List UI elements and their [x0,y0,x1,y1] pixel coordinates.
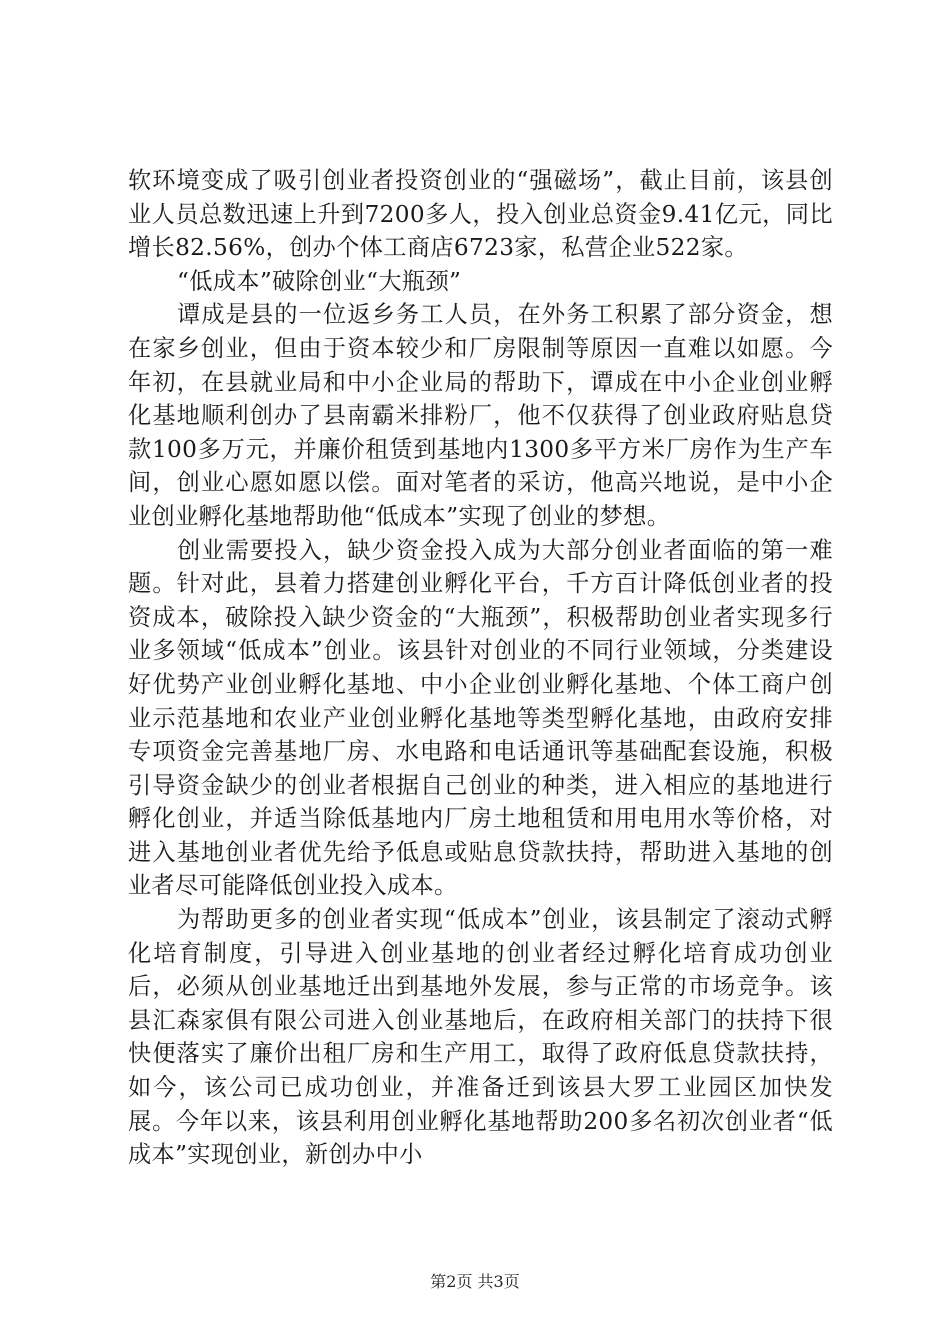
paragraph: 软环境变成了吸引创业者投资创业的“强磁场”，截止目前，该县创业人员总数迅速上升到7200多人，投入创业总资金9.41亿元，同比增长82.56%，创办个体工商店6723家，私营企业522家。 [128,167,833,262]
section-heading: “低成本”破除创业“大瓶颈” [177,267,462,295]
document-body [128,164,833,1172]
paragraph: 创业需要投入，缺少资金投入成为大部分创业者面临的第一难题。针对此，县着力搭建创业孵化平台，千方百计降低创业者的投资成本，破除投入缺少资金的“大瓶颈”，积极帮助创业者实现多行业多领域“低成本”创业。该县针对创业的不同行业领域，分类建设好优势产业创业孵化基地、中小企业创业孵化基地、个体工商户创业示范基地和农业产业创业孵化基地等类型孵化基地，由政府安排专项资金完善基地厂房、水电路和电话通讯等基础配套设施，积极引导资金缺少的创业者根据自己创业的种类，进入相应的基地进行孵化创业，并适当除低基地内厂房土地租赁和用电用水等价格，对进入基地创业者优先给予低息或贴息贷款扶持，帮助进入基地的创业者尽可能降低创业投入成本。 [128,536,833,900]
paragraph: 谭成是县的一位返乡务工人员，在外务工积累了部分资金，想在家乡创业，但由于资本较少和厂房限制等原因一直难以如愿。今年初，在县就业局和中小企业局的帮助下，谭成在中小企业创业孵化基地顺利创办了县南霸米排粉厂，他不仅获得了创业政府贴息贷款100多万元，并廉价租赁到基地内1300多平方米厂房作为生产车间，创业心愿如愿以偿。面对笔者的采访，他高兴地说，是中小企业创业孵化基地帮助他“低成本”实现了创业的梦想。 [128,301,833,530]
page-number-footer: 第2页 共3页 [430,1272,520,1291]
paragraph: 为帮助更多的创业者实现“低成本”创业，该县制定了滚动式孵化培育制度，引导进入创业基地的创业者经过孵化培育成功创业后，必须从创业基地迁出到基地外发展，参与正常的市场竞争。该县汇森家俱有限公司进入创业基地后，在政府相关部门的扶持下很快便落实了廉价出租厂房和生产用工，取得了政府低息贷款扶持，如今，该公司已成功创业，并准备迁到该县大罗工业园区加快发展。今年以来，该县利用创业孵化基地帮助200多名初次创业者“低成本”实现创业，新创办中小 [128,906,833,1169]
